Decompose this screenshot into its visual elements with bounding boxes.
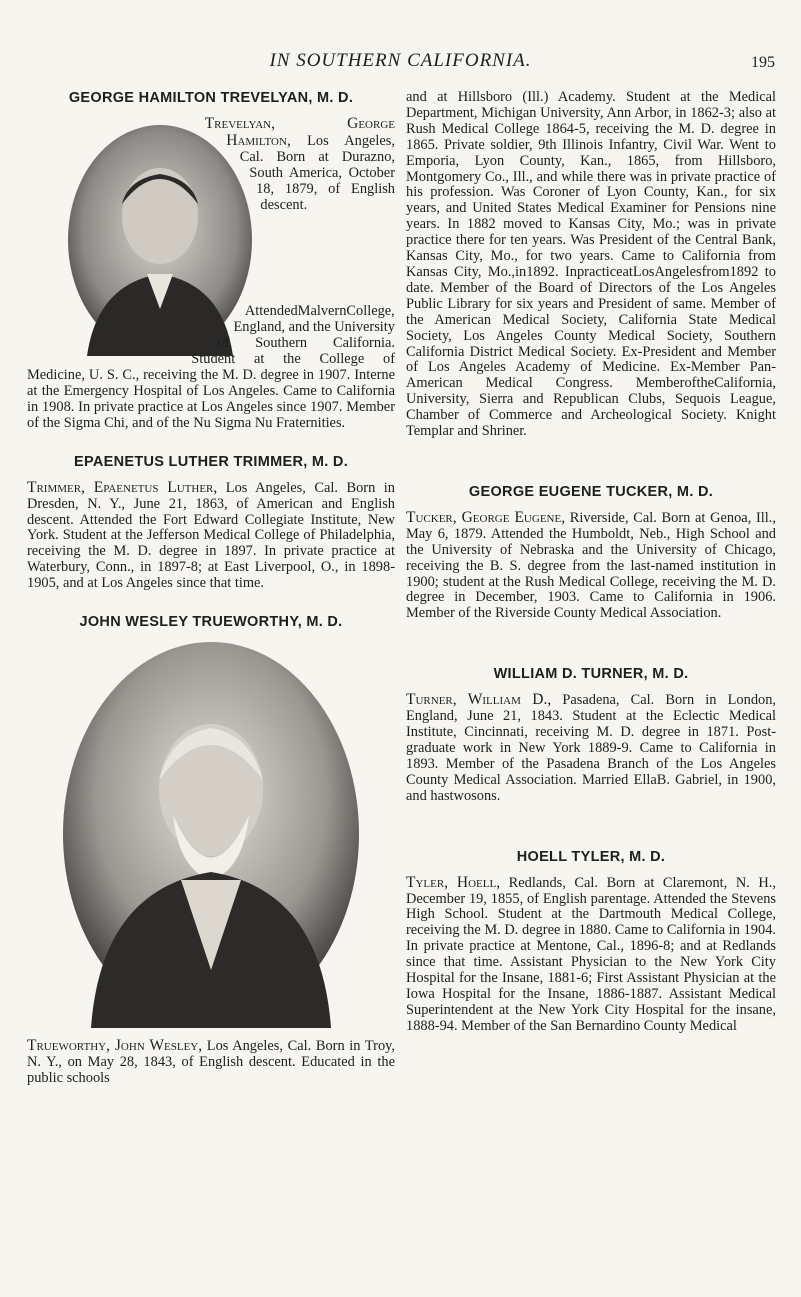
entry-heading: EPAENETUS LUTHER TRIMMER, M. D. (73, 453, 349, 470)
entry-body-text: Los Angeles, Cal. Born in Dresden, N. Y., June 21, 1863, of American and English descent. Attended the Fort Edward Collegiate Institute, New York. Student at the Jefferson Medical College of Philadelphia, receiving the M. D. degree in 1897. In private practice at Waterbury, Conn., in 1897-8; at East Liverpool, O., in 1898-1905, and at Los Angeles since that time. (27, 479, 395, 592)
entry-heading: JOHN WESLEY TRUEWORTHY, M. D. (79, 614, 343, 631)
portrait-photo (67, 124, 253, 356)
entry-continued-text: and at Hillsboro (Ill.) Academy. Student at the Medical Department, Michigan University, Ann Arbor, in 1862-3; also at Rush Medical College 1864-5, receiving the M. D. degree in 1865. Private soldier, 9th Illinois Infantry, Civil War. Went to Emporia, Lyon County, Kan., 1865, from Hillsboro, Montgomery Co., Ill., and while there was in private practice of his profession. Was Coroner of Lyon County, Kan., for six years, and United States Medical Examiner for Pensions nine years. In 1882 moved to Kansas City, Mo.; was in private practice there for ten years. Was President of the Central Bank, Kansas City, Mo., for two years. Came to California from Kansas City, Mo.,in1892. InpracticeatLosAngelesfrom1892 to date. Member of the Board of Directors of the Los Angeles Public Library for six years and President of same. Member of the American Medical Society, California State Medical Society, Los Angeles County Medical Society, Southern California District Medical Society. Ex-President and Member of Los Angeles Academy of Medicine. Ex-Member Pan-American Medical Congress. MemberoftheCalifornia, University, Sierra and Republican Clubs, Sequois League, Chamber of Commerce and Archeological Society. Knight Templar and Shriner. (406, 89, 776, 440)
entry-body-text: Pasadena, Cal. Born in London, England, June 21, 1843. Student at the Eclectic Medical Institute, Cincinnati, receiving M. D. degree in 1871. Post-graduate work in New York 1889-9. Came to California in 1893. Member of the Pasadena Branch of the Los Angeles County Medical Association. Married EllaB. Gabriel, in 1900, and hastwosons. (406, 692, 777, 804)
entry-name-lead: Tucker, George Eugene, (406, 508, 566, 526)
entry-name-lead: Trimmer, Epaenetus Luther, (27, 478, 218, 496)
entry-name-lead: Tyler, Hoell, (406, 873, 501, 891)
running-title: IN SOUTHERN CALIFORNIA. (269, 50, 532, 71)
entry-name-lead: Turner, William D., (406, 691, 552, 709)
page-number: 195 (751, 54, 775, 71)
right-column (406, 90, 776, 1035)
entry-tyler (406, 849, 776, 1035)
page-header (0, 48, 801, 78)
entry-body-text: Redlands, Cal. Born at Claremont, N. H., December 19, 1855, of English parentage. Attended the Stevens High School. Student at the Dartmouth Medical College, receiving the M. D. degree in 1880. Came to California in 1904. In private practice at Mentone, Cal., 1896-8; and at Redlands since that time. Assistant Physician to the New York City Hospital for the Insane, 1881-6; First Assistant Physician at the Iowa Hospital for the Insane, 1886-1887. Assistant Medical Superintendent at the New York City Hospital for the insane, 1888-94. Member of the San Bernardino County Medical (406, 874, 776, 1034)
entry-trueworthy (27, 614, 395, 1087)
entry-body-text: Los Angeles, Cal. Born in Troy, N. Y., on May 28, 1843, of English descent. Educated in the public schools (27, 1038, 395, 1086)
entry-text (406, 510, 776, 622)
entry-text (27, 1038, 395, 1087)
entry-heading: GEORGE EUGENE TUCKER, M. D. (468, 483, 714, 500)
portrait-photo (61, 640, 361, 1028)
entry-heading: GEORGE HAMILTON TREVELYAN, M. D. (68, 90, 354, 106)
entry-name-lead: Trueworthy, John Wesley, (27, 1037, 203, 1055)
entry-body-text: Riverside, Cal. Born at Genoa, Ill., May 6, 1879. Attended the Humboldt, Neb., High School and the University of Nebraska and the University of Chicago, receiving the B. S. degree from the last-named institution in 1900; student at the Rush Medical College, receiving the M. D. degree in December, 1903. Came to California in 1906. Member of the Riverside County Medical Association. (406, 509, 776, 622)
left-column (27, 90, 395, 1087)
entry-turner (406, 666, 776, 804)
entry-body-text: Los Angeles, Cal. Born at Durazno, South America, October 18, 1879, of English descent. AttendedMalvernCollege, England, and the University of Southern California. Student at the College of Medicine, U. S. C., receiving the M. D. degree in 1907. Interne at the Emergency Hospital of Los Angeles. Came to California in 1908. In private practice at Los Angeles since 1907. Member of the Sigma Chi, and of the Nu Sigma Nu Fraternities. (27, 132, 395, 431)
portrait-trueworthy-image (61, 640, 361, 1028)
entry-tucker (406, 484, 776, 622)
entry-text (406, 692, 776, 804)
entry-text (406, 875, 776, 1035)
entry-trevelyan (27, 90, 395, 432)
portrait-trevelyan-image (67, 124, 253, 356)
entry-trimmer (27, 454, 395, 592)
entry-heading: WILLIAM D. TURNER, M. D. (493, 666, 689, 683)
entry-name-lead: Trevelyan, George Hamilton, (204, 115, 395, 149)
entry-text (27, 116, 395, 432)
entry-text (27, 480, 395, 592)
entry-heading: HOELL TYLER, M. D. (516, 848, 666, 865)
